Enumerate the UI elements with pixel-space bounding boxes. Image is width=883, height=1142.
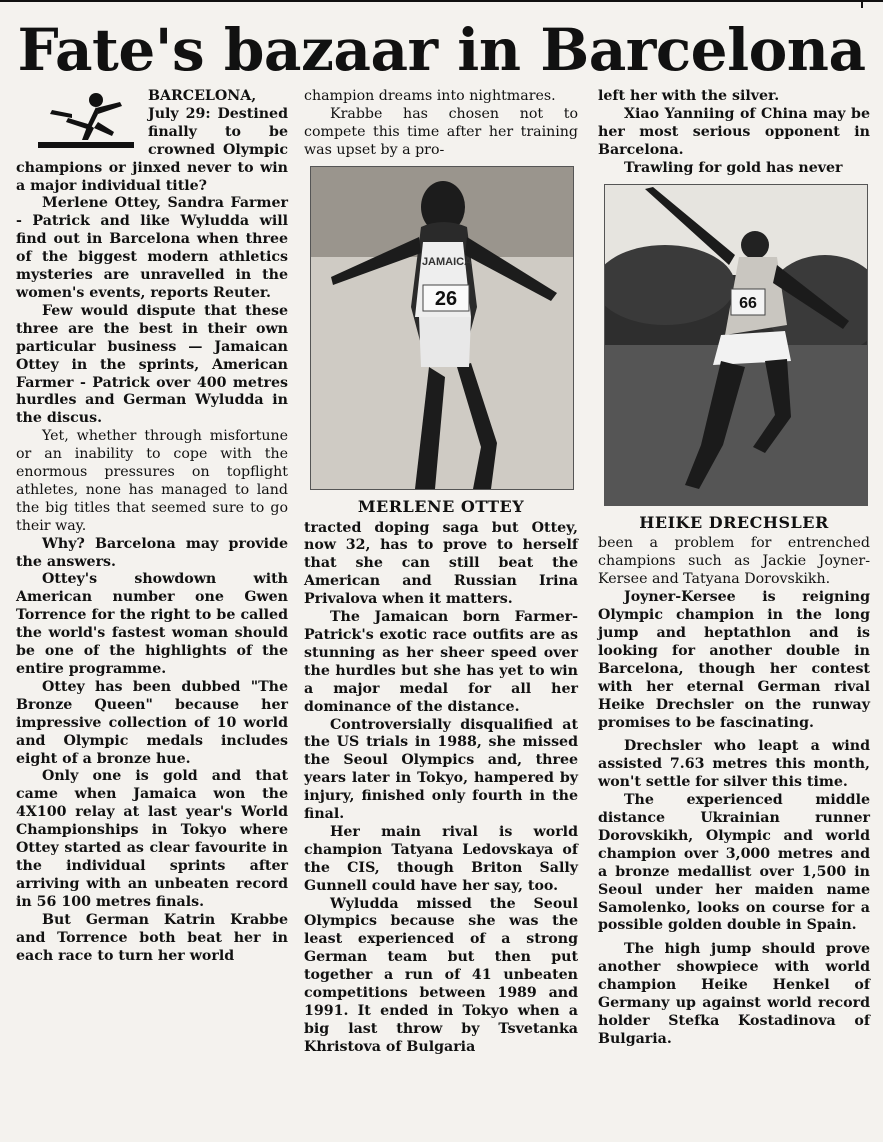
paragraph: The high jump should prove another showpiece with world champion Heike Henkel of Germany up against world record holder Stefka Kostadinova of Bulgaria. (598, 941, 870, 1047)
paragraph: left her with the silver. (598, 88, 780, 104)
paragraph: Trawling for gold has never (624, 159, 843, 176)
article-column-2 (304, 88, 578, 1057)
paragraph: Ottey has been dubbed "The Bronze Queen" because her impressive collection of 10 world and Olympic medals includes eight of a bronze hue. (16, 678, 288, 767)
paragraph: Wyludda missed the Seoul Olympics because she was the least experienced of a strong German team but then put together a run of 41 unbeaten competitions between 1989 and 1991. It ended in Tokyo when a big last throw by Tsvetanka Khristova of Bulgaria (304, 895, 578, 1055)
lead-paragraph: BARCELONA, July 29: Destined finally to be crowned Olympic champions or jinxed never to win a major individual title? (16, 88, 288, 194)
sprinter-photo (311, 167, 573, 489)
vest-text: JAMAICA (421, 255, 473, 268)
photo-merlene-ottey (310, 166, 574, 490)
headline: Fate's bazaar in Barcelona (17, 16, 866, 84)
paragraph: Why? Barcelona may provide the answers. (16, 535, 288, 570)
paragraph: been a problem for entrenched champions such as Jackie Joyner-Kersee and Tatyana Dorovskikh. (598, 535, 870, 588)
photo-heike-drechsler (604, 184, 868, 506)
paragraph: Yet, whether through misfortune or an inability to cope with the enormous pressures on topflight athletes, none has managed to land the big titles that seemed sure to go their way. (16, 428, 288, 534)
article-column-3 (598, 88, 870, 1049)
paragraph: tracted doping saga but Ottey, now 32, has to prove to herself that she can still beat the American and Russian Irina Privalova when it matters. (304, 519, 578, 608)
photo-caption: MERLENE OTTEY (357, 496, 525, 516)
top-rule (0, 0, 883, 8)
paragraph: Ottey's showdown with American number one Gwen Torrence for the right to be called the world's fastest woman should be one of the highlights of the entire programme. (16, 571, 288, 677)
paragraph: Drechsler who leapt a wind assisted 7.63 metres this month, won't settle for silver this time. (598, 738, 870, 791)
long-jumper-photo (605, 185, 867, 505)
bib-number: 66 (739, 294, 757, 312)
olympic-mascot-logo (38, 90, 138, 150)
bib-number: 26 (434, 287, 458, 310)
paragraph: champion dreams into nightmares. (304, 88, 556, 104)
paragraph: Few would dispute that these three are the best in their own particular business — Jamaican Ottey in the sprints, American Farmer - Patrick over 400 metres hurdles and German Wyludda in the discus. (16, 302, 288, 427)
paragraph: But German Katrin Krabbe and Torrence both beat her in each race to turn her world (16, 911, 288, 964)
paragraph: Krabbe has chosen not to compete this time after her training was upset by a pro- (304, 105, 578, 158)
paragraph: Only one is gold and that came when Jamaica won the 4X100 relay at last year's World Championships in Tokyo where Ottey started as clear favourite in the individual sprints after arriving with an unbeaten record in 56 100 metres finals. (16, 768, 288, 910)
paragraph: Merlene Ottey, Sandra Farmer - Patrick and like Wyludda will find out in Barcelona when three of the biggest modern athletics mysteries are unravelled in the women's events, reports Reuter. (16, 195, 288, 301)
paragraph: Xiao Yanniing of China may be her most serious opponent in Barcelona. (598, 105, 870, 158)
paragraph: The experienced middle distance Ukrainian runner Dorovskikh, Olympic and world champion over 3,000 metres and a bronze medallist over 1,500 in Seoul under her maiden name Samolenko, looks on course for a possible golden double in Spain. (598, 792, 870, 934)
paragraph: Her main rival is world champion Tatyana Ledovskaya of the CIS, though Briton Sally Gunnell could have her say, too. (304, 823, 578, 894)
paragraph: Joyner-Kersee is reigning Olympic champion in the long jump and heptathlon and is looking for another double in Barcelona, though her contest with her eternal German rival Heike Drechsler on the runway promises to be fascinating. (598, 589, 870, 731)
paragraph: The Jamaican born Farmer-Patrick's exotic race outfits are as stunning as her sheer speed over the hurdles but she has yet to win a major medal for all her dominance of the distance. (304, 609, 578, 715)
photo-caption: HEIKE DRECHSLER (639, 512, 829, 532)
article-column-1 (16, 88, 288, 965)
paragraph: Controversially disqualified at the US trials in 1988, she missed the Seoul Olympics and, three years later in Tokyo, hampered by injury, finished only fourth in the final. (304, 716, 578, 823)
